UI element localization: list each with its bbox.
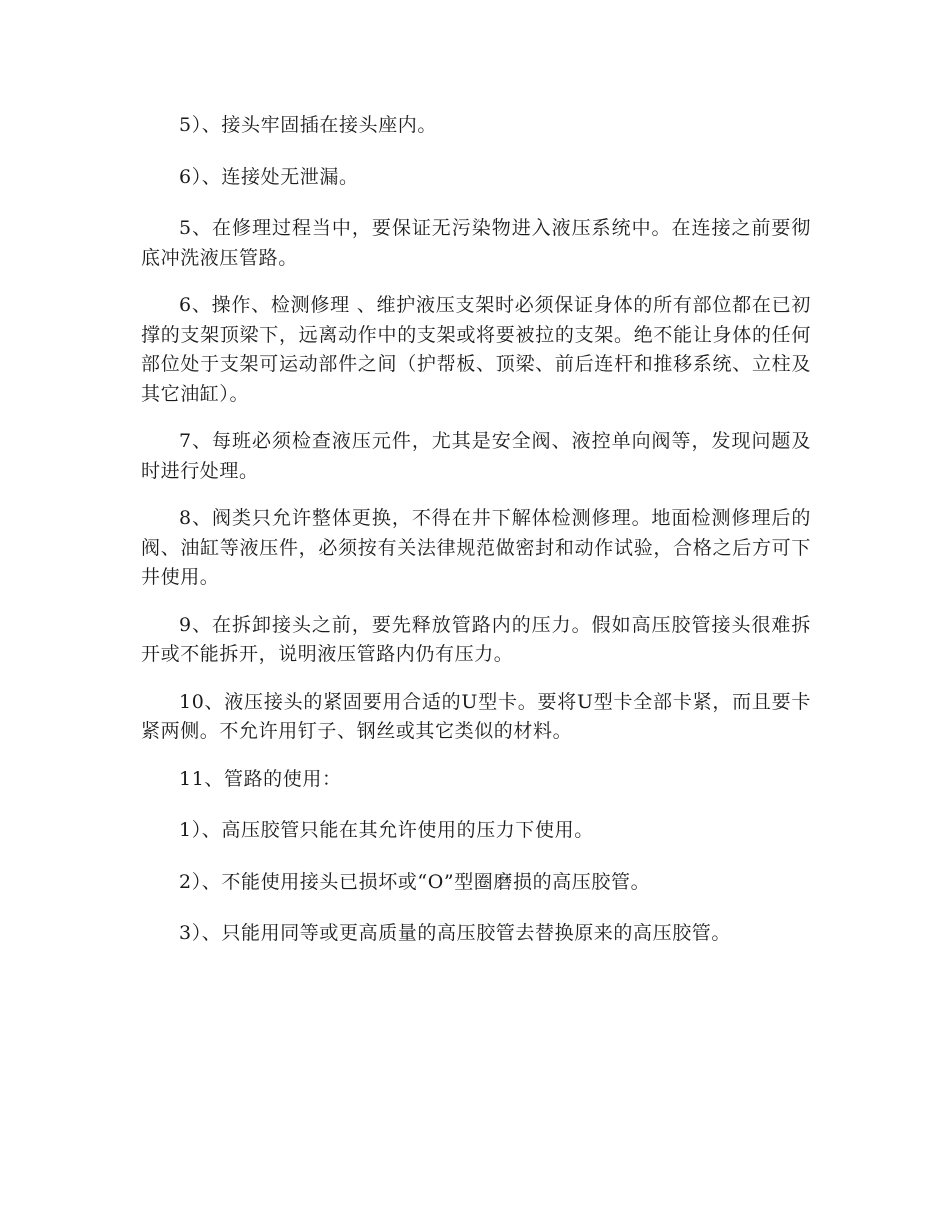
paragraph-item-6: 6、操作、检测修理 、维护液压支架时必须保证身体的所有部位都在已初撑的支架顶梁下，远离动作中的支架或将要被拉的支架。绝不能让身体的任何部位处于支架可运动部件之间（护帮板、顶梁、前后连杆和推移系统、立柱及其它油缸）。 [141,294,811,405]
paragraph-item-7: 7、每班必须检查液压元件，尤其是安全阀、液控单向阀等，发现问题及时进行处理。 [141,430,811,482]
paragraph-item-5-sub: 5）、接头牢固插在接头座内。 [179,114,437,136]
paragraph-item-11-2: 2）、不能使用接头已损坏或“O”型圈磨损的高压胶管。 [179,870,651,893]
paragraph-item-11-3: 3）、只能用同等或更高质量的高压胶管去替换原来的高压胶管。 [179,922,731,944]
paragraph-item-6-sub: 6）、连接处无泄漏。 [179,165,359,188]
paragraph-item-11: 11、管路的使用： [179,767,342,790]
paragraph-item-8: 8、阀类只允许整体更换，不得在井下解体检测修理。地面检测修理后的阀、油缸等液压件，必须按有关法律规范做密封和动作试验，合格之后方可下井使用。 [141,507,811,588]
paragraph-item-5: 5、在修理过程当中，要保证无污染物进入液压系统中。在连接之前要彻底冲洗液压管路。 [141,217,811,269]
document-body [141,111,811,971]
paragraph-item-11-1: 1）、高压胶管只能在其允许使用的压力下使用。 [179,819,594,841]
paragraph-item-10: 10、液压接头的紧固要用合适的U型卡。要将U型卡全部卡紧，而且要卡紧两侧。不允许用钉子、钢丝或其它类似的材料。 [141,690,811,742]
paragraph-item-9: 9、在拆卸接头之前，要先释放管路内的压力。假如高压胶管接头很难拆开或不能拆开，说明液压管路内仍有压力。 [141,613,811,665]
